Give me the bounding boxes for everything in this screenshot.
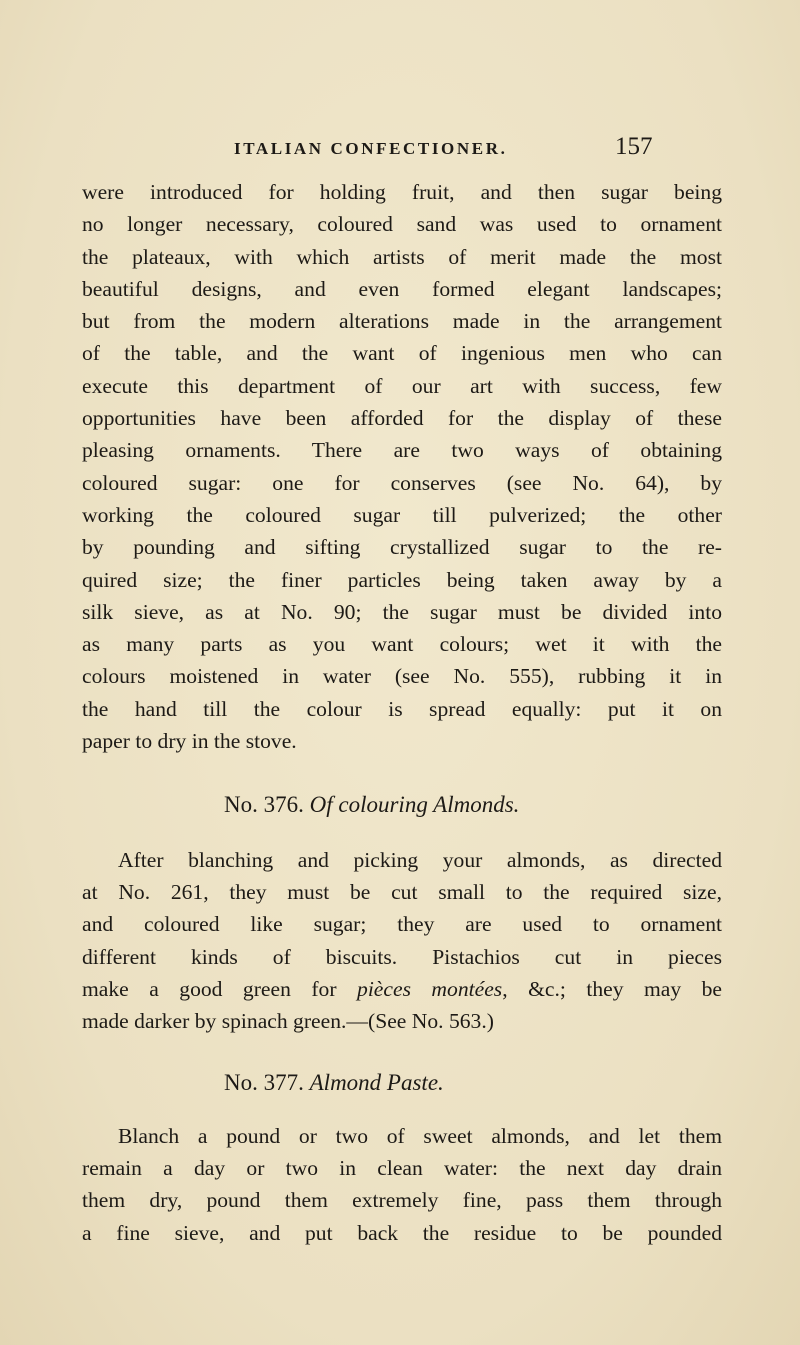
text-line: execute this department of our art with success, few bbox=[82, 373, 722, 398]
text-line: by pounding and sifting crystallized sugar to the re- bbox=[82, 535, 722, 560]
text-span: , &c.; they may be bbox=[502, 976, 722, 1001]
section-number: No. 377. bbox=[224, 1070, 304, 1096]
section-heading-376 bbox=[82, 789, 722, 821]
text-line: Blanch a pound or two of sweet almonds, and let them bbox=[118, 1123, 722, 1148]
text-line: pleasing ornaments. There are two ways of obtaining bbox=[82, 438, 722, 463]
text-line: were introduced for holding fruit, and then sugar being bbox=[82, 180, 722, 204]
text-line: of the table, and the want of ingenious men who can bbox=[82, 341, 722, 366]
page-number: 157 bbox=[615, 133, 653, 160]
running-title: ITALIAN CONFECTIONER. bbox=[234, 139, 508, 158]
text-line: beautiful designs, and even formed elegant landscapes; bbox=[82, 276, 722, 301]
body-text bbox=[82, 176, 722, 1249]
running-head bbox=[0, 133, 800, 169]
text-line: a fine sieve, and put back the residue to be pounded bbox=[82, 1220, 722, 1245]
text-span: make a good green for bbox=[82, 976, 358, 1001]
text-line bbox=[82, 973, 722, 1005]
text-line: and coloured like sugar; they are used to ornament bbox=[82, 912, 722, 937]
section-title: Almond Paste. bbox=[309, 1070, 444, 1096]
text-line: remain a day or two in clean water: the next day drain bbox=[82, 1156, 722, 1181]
italic-term: pièces montées bbox=[357, 976, 503, 1001]
text-line: opportunities have been afforded for the display of these bbox=[82, 406, 722, 431]
text-line: no longer necessary, coloured sand was used to ornament bbox=[82, 212, 722, 237]
text-line: but from the modern alterations made in the arrangement bbox=[82, 309, 722, 334]
text-line: coloured sugar: one for conserves (see No. 64), by bbox=[82, 470, 722, 495]
section-376-body bbox=[82, 844, 722, 1038]
section-number: No. 376. bbox=[224, 792, 304, 818]
text-line: the plateaux, with which artists of merit made the most bbox=[82, 244, 722, 269]
text-line: the hand till the colour is spread equally: put it on bbox=[82, 696, 722, 721]
text-line: them dry, pound them extremely fine, pass them through bbox=[82, 1188, 722, 1213]
text-line: After blanching and picking your almonds, as directed bbox=[118, 847, 722, 872]
text-line: as many parts as you want colours; wet it with the bbox=[82, 632, 722, 657]
text-line: working the coloured sugar till pulverized; the other bbox=[82, 502, 722, 527]
text-line: paper to dry in the stove. bbox=[82, 729, 297, 754]
section-title: Of colouring Almonds. bbox=[309, 792, 520, 818]
text-line: made darker by spinach green.—(See No. 563.) bbox=[82, 1009, 494, 1034]
text-line: different kinds of biscuits. Pistachios cut in pieces bbox=[82, 944, 722, 969]
text-line: quired size; the finer particles being taken away by a bbox=[82, 567, 722, 592]
text-line: at No. 261, they must be cut small to the required size, bbox=[82, 879, 722, 904]
section-heading-377 bbox=[82, 1067, 722, 1099]
section-377-body bbox=[82, 1120, 722, 1249]
paragraph-continued bbox=[82, 176, 722, 757]
text-line: silk sieve, as at No. 90; the sugar must be divided into bbox=[82, 599, 722, 624]
text-line: colours moistened in water (see No. 555), rubbing it in bbox=[82, 664, 722, 689]
